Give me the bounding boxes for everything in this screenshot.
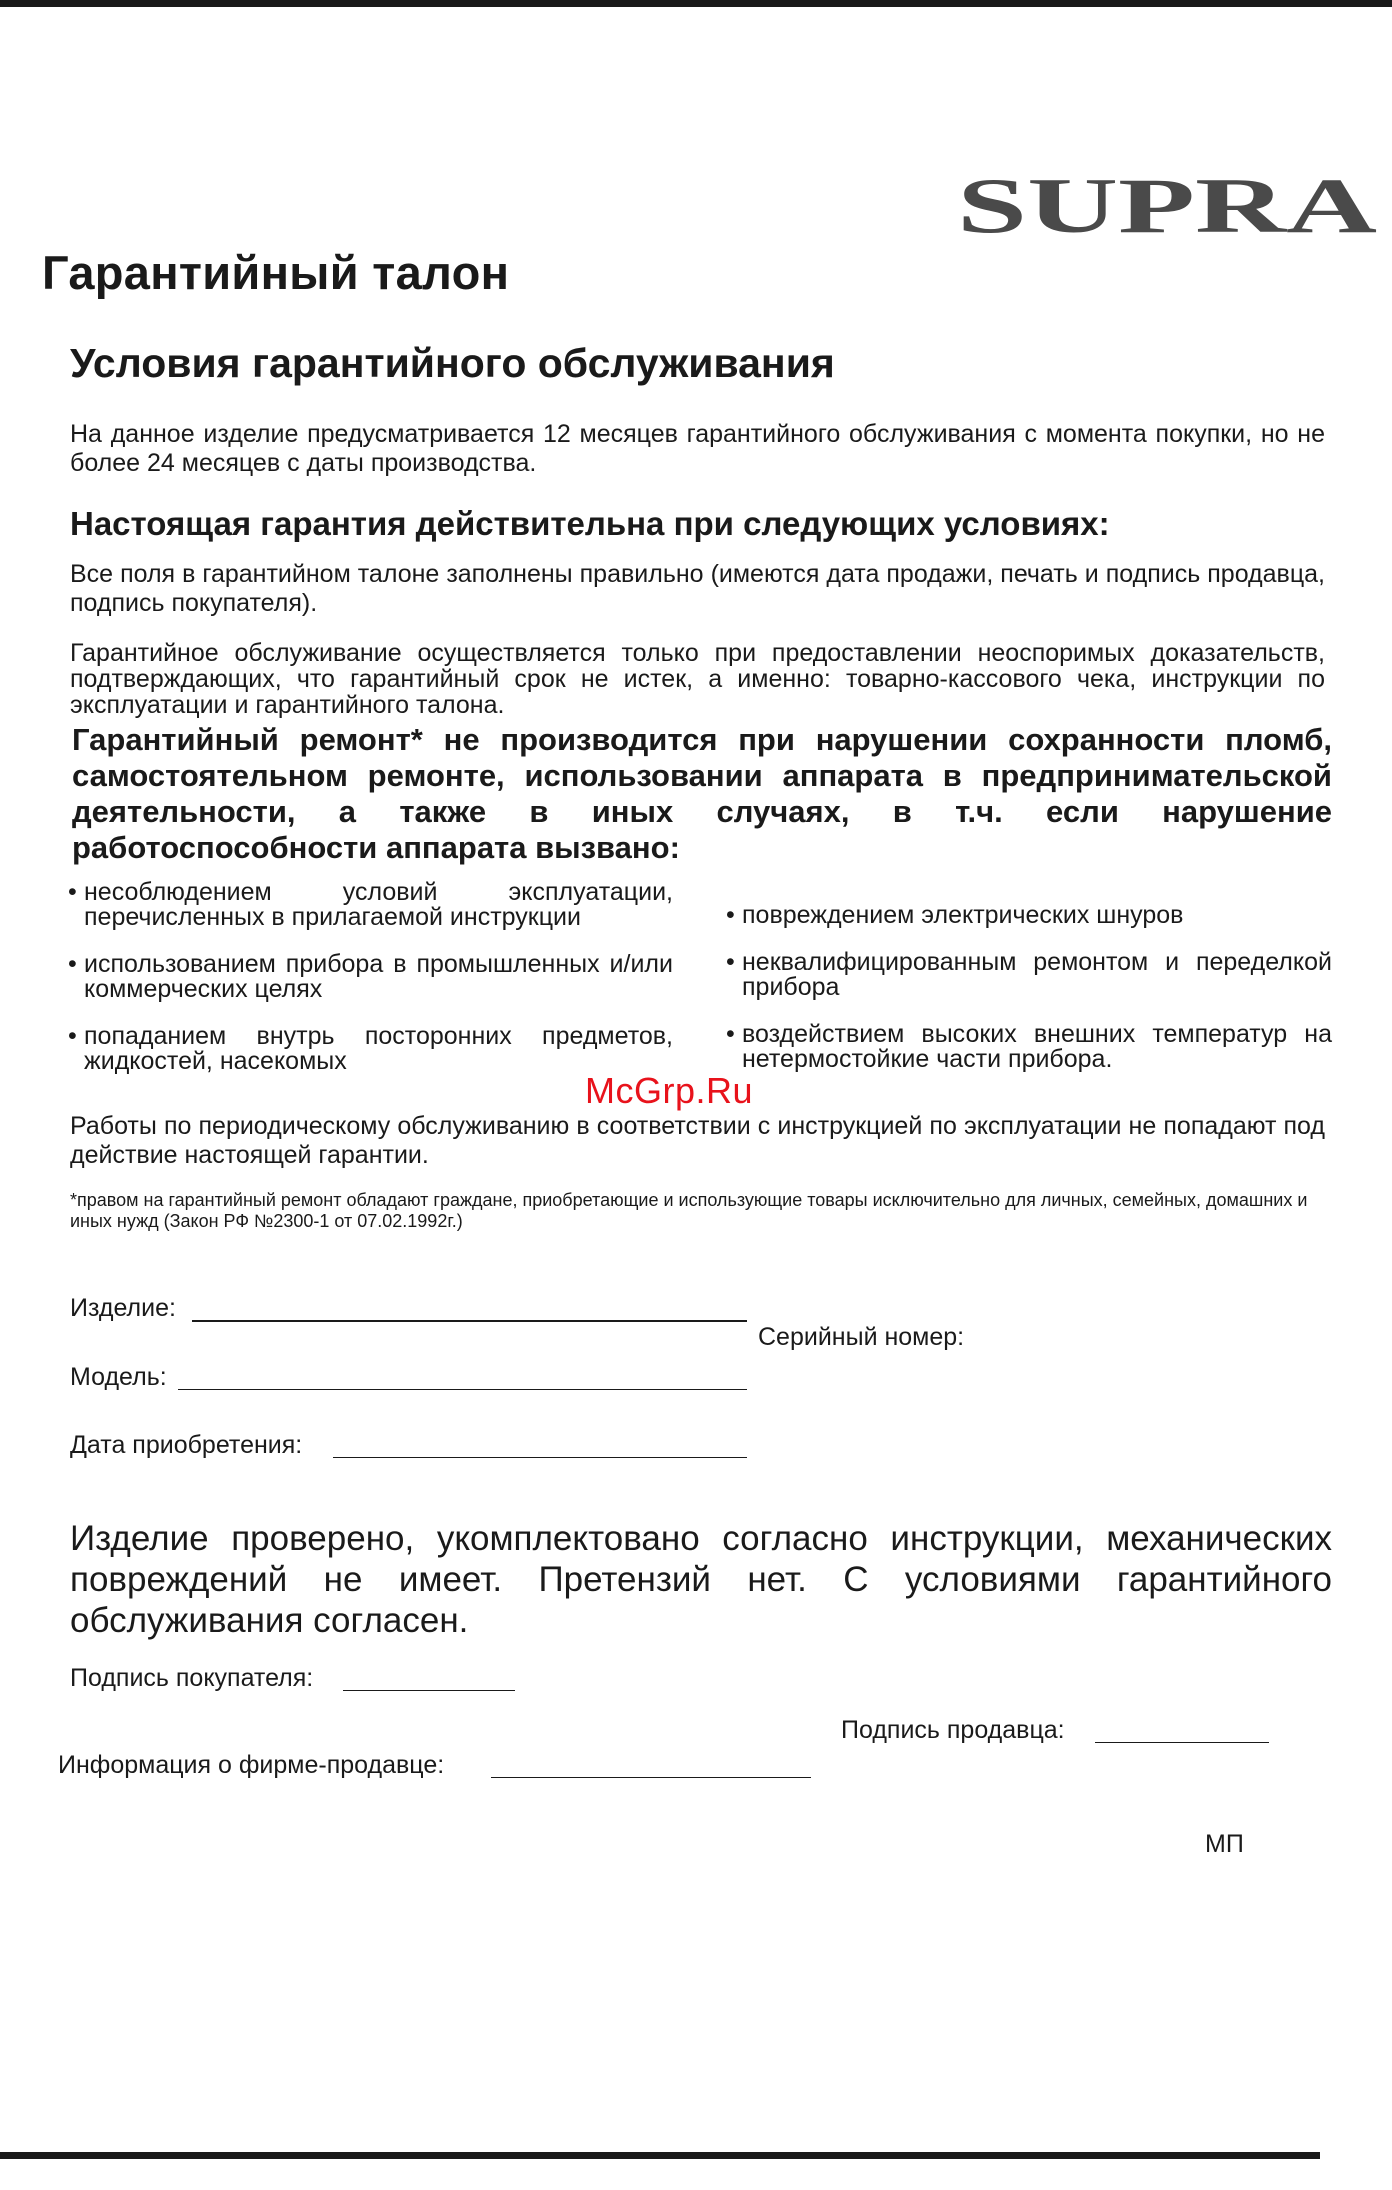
acceptance-statement: Изделие проверено, укомплектовано согласно инструкции, механических повреждений не имеет. Претензий нет. С условиями гарантийного обслуживания согласен.: [70, 1519, 1332, 1640]
top-rule: [0, 0, 1392, 7]
seller-info-line[interactable]: [491, 1777, 811, 1778]
buyer-signature-line[interactable]: [343, 1690, 515, 1691]
stamp-label: МП: [1205, 1830, 1244, 1858]
bullet-icon: •: [68, 950, 77, 978]
condition-paragraph-1: Все поля в гарантийном талоне заполнены правильно (имеются дата продажи, печать и подпись продавца, подпись покупателя).: [70, 560, 1325, 617]
warranty-period-paragraph: На данное изделие предусматривается 12 месяцев гарантийного обслуживания с момента покупки, но не более 24 месяцев с даты производства.: [70, 420, 1325, 477]
bullet-icon: •: [68, 878, 77, 906]
bullet-icon: •: [726, 1020, 735, 1048]
list-item: [726, 1022, 1332, 1072]
purchase-date-field-line[interactable]: [333, 1457, 747, 1458]
list-item-text: неквалифицированным ремонтом и переделкой прибора: [742, 948, 1332, 1001]
purchase-date-label: Дата приобретения:: [70, 1431, 303, 1459]
serial-number-label: Серийный номер:: [758, 1323, 965, 1351]
footnote: *правом на гарантийный ремонт обладают граждане, приобретающие и использующие товары исключительно для личных, семейных, домашних и иных нужд (Закон РФ №2300-1 от 07.02.1992г.): [70, 1190, 1308, 1231]
bullet-icon: •: [726, 901, 735, 929]
conditions-heading: Настоящая гарантия действительна при следующих условиях:: [70, 505, 1110, 542]
list-item-text: воздействием высоких внешних температур на нетермостойкие части прибора.: [742, 1020, 1332, 1073]
list-item-text: попаданием внутрь посторонних предметов, жидкостей, насекомых: [84, 1022, 673, 1075]
bullet-icon: •: [68, 1022, 77, 1050]
exclusion-heading: Гарантийный ремонт* не производится при нарушении сохранности пломб, самостоятельном ремонте, использовании аппарата в предпринимательской деятельности, а также в иных случаях, в т.ч. если нарушение работоспособности аппарата вызвано:: [72, 722, 1332, 865]
bullet-icon: •: [726, 948, 735, 976]
page-title: Гарантийный талон: [42, 246, 510, 299]
watermark: McGrp.Ru: [585, 1070, 754, 1111]
list-item: [68, 1024, 673, 1074]
list-item-text: несоблюдением условий эксплуатации, перечисленных в прилагаемой инструкции: [84, 878, 673, 931]
model-label: Модель:: [70, 1363, 167, 1391]
product-field-line[interactable]: [192, 1320, 747, 1322]
exclusion-list-left: [68, 880, 673, 1074]
list-item-text: повреждением электрических шнуров: [742, 901, 1184, 929]
list-item: [726, 950, 1332, 1000]
bottom-rule: [0, 2152, 1320, 2159]
list-item: [726, 903, 1332, 928]
model-field-line[interactable]: [178, 1389, 747, 1390]
condition-paragraph-2: Гарантийное обслуживание осуществляется только при предоставлении неоспоримых доказательств, подтверждающих, что гарантийный срок не истек, а именно: товарно-кассового чека, инструкции по эксплуатации и гарантийного талона.: [70, 639, 1325, 719]
list-item: [68, 952, 673, 1002]
product-label: Изделие:: [70, 1294, 176, 1322]
list-item: [68, 880, 673, 930]
list-item-text: использованием прибора в промышленных и/или коммерческих целях: [84, 950, 673, 1003]
supra-logo: [955, 168, 1380, 243]
section-title: Условия гарантийного обслуживания: [70, 340, 835, 386]
seller-signature-line[interactable]: [1095, 1742, 1269, 1743]
periodic-service-note: Работы по периодическому обслуживанию в соответствии с инструкцией по эксплуатации не попадают под действие настоящей гарантии.: [70, 1112, 1325, 1169]
buyer-signature-label: Подпись покупателя:: [70, 1664, 314, 1692]
seller-info-label: Информация о фирме-продавце:: [58, 1751, 445, 1779]
logo-text: SUPRA: [957, 168, 1377, 243]
seller-signature-label: Подпись продавца:: [841, 1716, 1065, 1744]
exclusion-list-right: [726, 903, 1332, 1072]
